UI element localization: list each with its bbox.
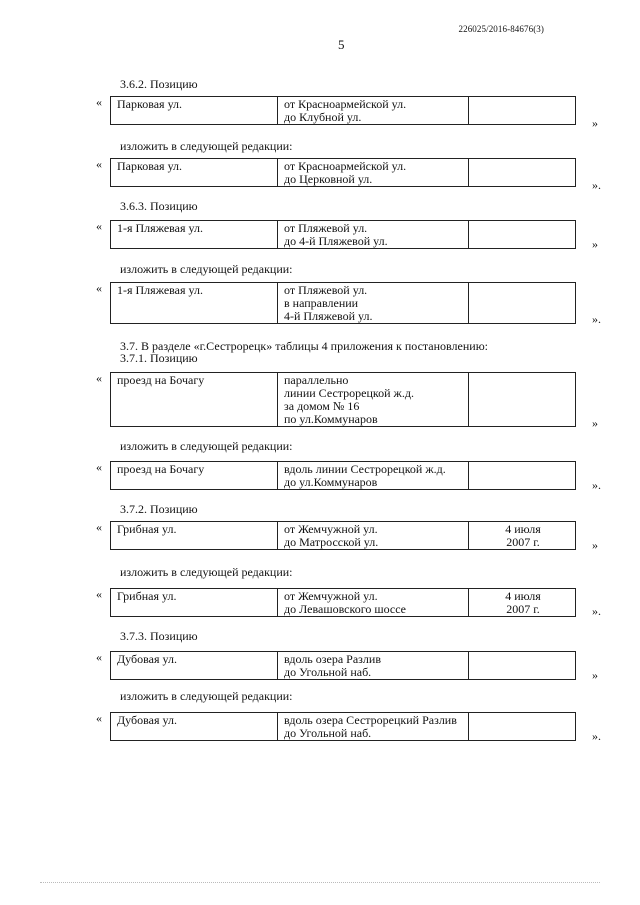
street-position-table	[110, 96, 576, 125]
street-range-line: за домом № 16	[284, 399, 360, 413]
street-position-table	[110, 220, 576, 249]
closing-quote: »	[592, 237, 598, 251]
date-line: 2007 г.	[506, 535, 540, 549]
street-range-line: от Жемчужной ул.	[284, 522, 378, 536]
date-line: 2007 г.	[506, 602, 540, 616]
street-range-line: от Красноармейской ул.	[284, 97, 407, 111]
street-position-table	[110, 588, 576, 617]
street-range-cell	[278, 159, 469, 187]
street-position-table	[110, 461, 576, 490]
date-cell	[469, 159, 576, 187]
street-range-cell	[278, 373, 469, 427]
street-range-line: от Жемчужной ул.	[284, 589, 378, 603]
closing-quote: ».	[592, 312, 601, 326]
table-row	[111, 373, 576, 427]
opening-quote: «	[96, 95, 102, 109]
street-range-line: по ул.Коммунаров	[284, 412, 378, 426]
closing-quote: ».	[592, 178, 601, 192]
street-range-line: от Пляжевой ул.	[284, 283, 368, 297]
street-range-line: вдоль озера Сестрорецкий Разлив	[284, 713, 457, 727]
date-cell	[469, 652, 576, 680]
street-range-line: от Пляжевой ул.	[284, 221, 368, 235]
table-row	[111, 283, 576, 324]
closing-quote: »	[592, 668, 598, 682]
street-range-line: вдоль линии Сестрорецкой ж.д.	[284, 462, 446, 476]
date-cell	[469, 589, 576, 617]
street-range-line: до ул.Коммунаров	[284, 475, 378, 489]
street-range-line: линии Сестрорецкой ж.д.	[284, 386, 414, 400]
opening-quote: «	[96, 587, 102, 601]
section-heading: 3.7. В разделе «г.Сестрорецк» таблицы 4 приложения к постановлению:	[120, 339, 488, 353]
section-heading: изложить в следующей редакции:	[120, 439, 293, 453]
street-position-table	[110, 521, 576, 550]
street-name-cell: Дубовая ул.	[111, 713, 278, 741]
date-cell	[469, 283, 576, 324]
date-cell	[469, 522, 576, 550]
street-range-cell	[278, 462, 469, 490]
street-range-line: до 4-й Пляжевой ул.	[284, 234, 388, 248]
closing-quote: »	[592, 416, 598, 430]
street-name-cell: Грибная ул.	[111, 589, 278, 617]
page-number: 5	[338, 37, 345, 52]
table-row	[111, 221, 576, 249]
table-row	[111, 652, 576, 680]
street-range-line: вдоль озера Разлив	[284, 652, 381, 666]
street-name-cell: 1-я Пляжевая ул.	[111, 221, 278, 249]
section-heading: изложить в следующей редакции:	[120, 139, 293, 153]
street-range-cell	[278, 589, 469, 617]
street-range-cell	[278, 97, 469, 125]
street-range-cell	[278, 283, 469, 324]
closing-quote: ».	[592, 604, 601, 618]
closing-quote: »	[592, 538, 598, 552]
date-line: 4 июля	[505, 589, 541, 603]
street-name-cell: Грибная ул.	[111, 522, 278, 550]
date-cell	[469, 462, 576, 490]
street-name-cell: проезд на Бочагу	[111, 373, 278, 427]
table-row	[111, 97, 576, 125]
date-cell	[469, 97, 576, 125]
opening-quote: «	[96, 157, 102, 171]
street-range-cell	[278, 652, 469, 680]
street-range-line: от Красноармейской ул.	[284, 159, 407, 173]
street-range-line: в направлении	[284, 296, 359, 310]
opening-quote: «	[96, 711, 102, 725]
street-position-table	[110, 712, 576, 741]
date-cell	[469, 373, 576, 427]
document-registration-number: 226025/2016-84676(3)	[458, 24, 544, 34]
opening-quote: «	[96, 650, 102, 664]
street-range-cell	[278, 522, 469, 550]
table-row	[111, 462, 576, 490]
street-range-line: до Клубной ул.	[284, 110, 362, 124]
street-range-line: до Церковной ул.	[284, 172, 373, 186]
section-heading: 3.6.3. Позицию	[120, 199, 198, 213]
street-position-table	[110, 158, 576, 187]
opening-quote: «	[96, 281, 102, 295]
date-line: 4 июля	[505, 522, 541, 536]
closing-quote: ».	[592, 729, 601, 743]
section-heading: 3.6.2. Позицию	[120, 77, 198, 91]
opening-quote: «	[96, 460, 102, 474]
section-heading: 3.7.2. Позицию	[120, 502, 198, 516]
section-heading: 3.7.3. Позицию	[120, 629, 198, 643]
street-range-line: до Матросской ул.	[284, 535, 379, 549]
street-range-cell	[278, 713, 469, 741]
street-range-line: до Левашовского шоссе	[284, 602, 406, 616]
table-row	[111, 159, 576, 187]
street-range-line: параллельно	[284, 373, 349, 387]
date-cell	[469, 221, 576, 249]
section-heading: изложить в следующей редакции:	[120, 565, 293, 579]
street-name-cell: Парковая ул.	[111, 159, 278, 187]
street-range-line: до Угольной наб.	[284, 726, 372, 740]
opening-quote: «	[96, 520, 102, 534]
table-row	[111, 522, 576, 550]
section-heading: 3.7.1. Позицию	[120, 351, 198, 365]
street-range-line: до Угольной наб.	[284, 665, 372, 679]
street-name-cell: проезд на Бочагу	[111, 462, 278, 490]
table-row	[111, 713, 576, 741]
section-heading: изложить в следующей редакции:	[120, 262, 293, 276]
street-name-cell: Дубовая ул.	[111, 652, 278, 680]
opening-quote: «	[96, 219, 102, 233]
street-position-table	[110, 282, 576, 324]
scan-bottom-dotted-line	[40, 882, 600, 884]
street-position-table	[110, 372, 576, 427]
closing-quote: ».	[592, 478, 601, 492]
street-position-table	[110, 651, 576, 680]
section-heading: изложить в следующей редакции:	[120, 689, 293, 703]
date-cell	[469, 713, 576, 741]
street-range-cell	[278, 221, 469, 249]
closing-quote: »	[592, 116, 598, 130]
opening-quote: «	[96, 371, 102, 385]
street-name-cell: 1-я Пляжевая ул.	[111, 283, 278, 324]
table-row	[111, 589, 576, 617]
street-name-cell: Парковая ул.	[111, 97, 278, 125]
street-range-line: 4-й Пляжевой ул.	[284, 309, 373, 323]
